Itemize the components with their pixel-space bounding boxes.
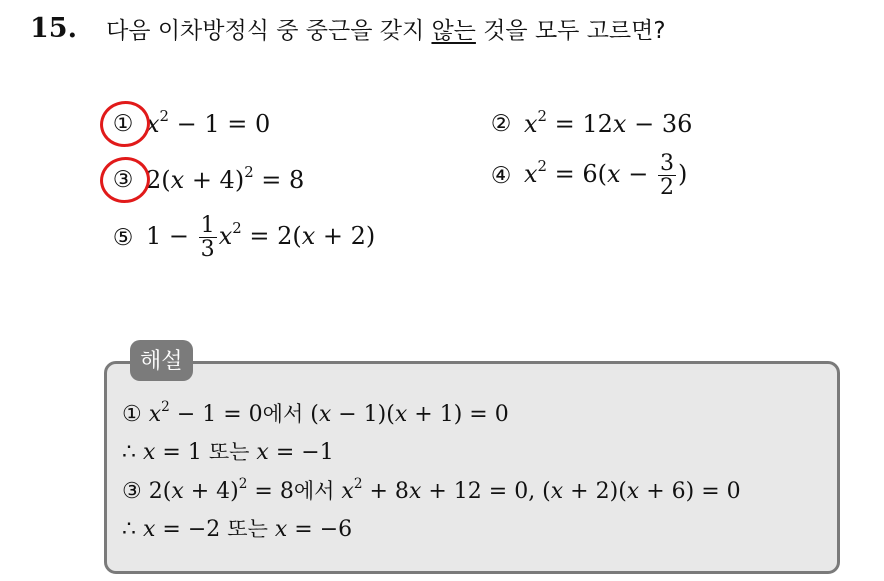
question-text-before: 다음 이차방정식 중 중근을 갖지 [106,18,432,44]
solution-label: 해설 [130,340,193,381]
question-header [30,12,666,45]
question-text [106,18,666,44]
choice-5[interactable] [108,214,375,261]
solution-line-2: ∴ x = 1 또는 x = −1 [122,440,334,465]
red-circle-mark-3 [97,154,153,207]
choice-4[interactable] [486,152,687,199]
choice-3-equation: $2(x + 4)^2 = 8$ [146,162,305,194]
choice-5-equation: 1 − $\frac{1}{3}$ $x^2 = 2(x + 2)$ [146,213,376,263]
solution-word-ttoneun-1: 또는 [208,440,250,464]
solution-marker-1: ① [122,402,142,427]
choice-1-equation: $x^2 - 1 = 0$ [146,106,271,138]
fraction-3-2: $\frac{3}{2}$ [659,151,674,201]
choice-2[interactable] [486,106,693,138]
solution-word-eseo-1: 에서 [262,402,304,426]
choice-marker-5: ⑤ [112,224,134,251]
choice-marker-1: ① [112,111,134,137]
underlined-word: 않는 [431,18,476,44]
question-text-after: 것을 모두 고르면? [475,18,666,44]
solution-line-1: ① $x^2 - 1 = 0$에서 (x − 1)(x + 1) = 0 [122,398,509,427]
choice-marker-2: ② [490,111,512,137]
solution-word-eseo-2: 에서 [293,479,335,503]
choice-marker-4: ④ [490,162,512,189]
choice-marker-3: ③ [112,167,134,193]
choice-4-equation: $x^2 = 6(x$ − $\frac{3}{2}$ ) [524,151,688,201]
fraction-1-3: $\frac{1}{3}$ [200,213,215,263]
red-circle-mark-1 [97,98,153,151]
therefore-symbol-2: ∴ [122,517,136,542]
therefore-symbol-1: ∴ [122,440,136,465]
solution-word-ttoneun-2: 또는 [227,517,268,541]
solution-marker-3: ③ [122,479,142,504]
question-number: 15. [30,13,77,44]
choice-2-equation: $x^2 = 12x - 36$ [524,106,693,138]
solution-line-4: ∴ x = −2 또는 x = −6 [122,517,353,542]
solution-line-3: ③ $2(x + 4)^2 = 8$에서 $x^2 + 8x + 12 = 0$, (x + 2)(x + 6) = 0 [122,475,741,504]
